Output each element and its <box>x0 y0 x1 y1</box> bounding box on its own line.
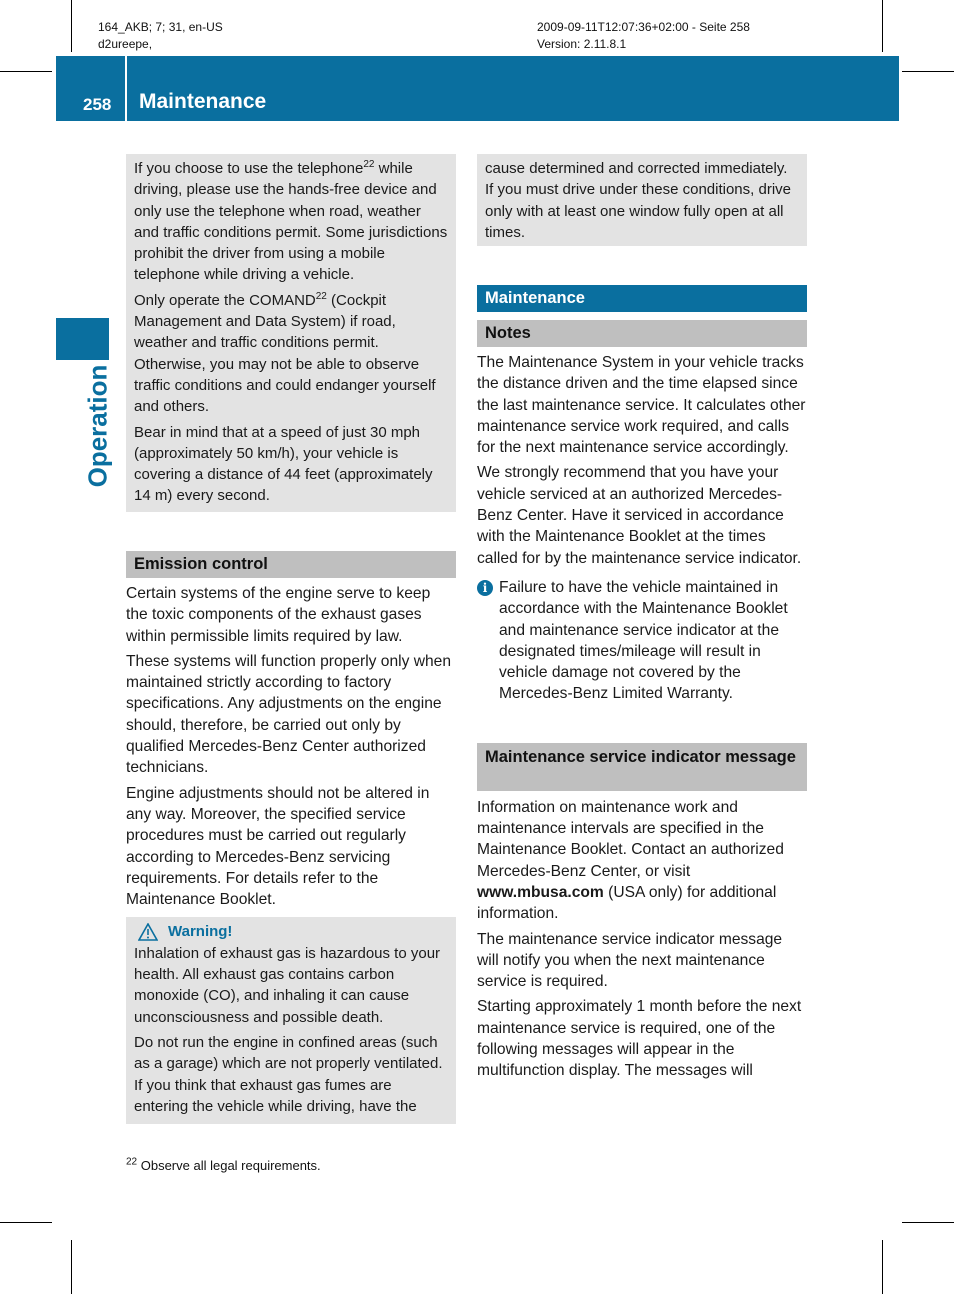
header-divider <box>125 56 127 121</box>
notice-paragraph <box>134 158 448 286</box>
right-column <box>477 154 807 1086</box>
print-meta-right <box>537 19 750 53</box>
body-paragraph <box>477 797 807 925</box>
warning-paragraph: Do not run the engine in confined areas (such as a garage) which are not properly ventilated. If you think that exhaust gas fumes are entering the vehicle while driving, have the <box>134 1033 443 1115</box>
info-note <box>477 577 807 705</box>
left-column <box>126 154 456 1124</box>
notes-body <box>477 352 807 705</box>
page-number: 258 <box>83 95 112 114</box>
warning-triangle-icon <box>138 923 158 941</box>
body-paragraph: Starting approximately 1 month before the next maintenance service is required, one of the following messages will appear in the multifunction display. The messages will <box>477 998 802 1080</box>
info-text: Failure to have the vehicle maintained in accordance with the Maintenance Booklet and maintenance service indicator at the designated times/mileage will result in vehicle damage not covered by the Mercedes-Benz Limited Warranty. <box>499 578 788 703</box>
body-paragraph: The Maintenance System in your vehicle tracks the distance driven and the time elapsed since the last maintenance service. It calculates other maintenance service work required, and calls for the next maintenance service accordingly. <box>477 354 806 457</box>
body-paragraph: These systems will function properly only when maintained strictly according to factory specifications. Any adjustments on the engine should, therefore, be carried out only by qualified Mercedes-Benz Center authorized technicians. <box>126 652 452 777</box>
warning-label: Warning! <box>168 923 233 941</box>
crop-mark <box>0 1222 52 1223</box>
section-title: Maintenance <box>139 90 267 113</box>
body-paragraph: Engine adjustments should not be altered in any way. Moreover, the specified service procedures must be carried out regularly according to Mercedes-Benz servicing requirements. For details refer to the Maintenance Booklet. <box>126 784 430 909</box>
meta-left-line2: d2ureepe, <box>98 37 153 51</box>
warning-box <box>126 917 456 1124</box>
body-paragraph: Certain systems of the engine serve to keep the toxic components of the exhaust gases within permissible limits required by law. <box>126 585 431 645</box>
warning-paragraph: Inhalation of exhaust gas is hazardous to your health. All exhaust gas contains carbon monoxide (CO), and inhaling it can cause unconsciousness and possible death. <box>134 944 441 1026</box>
notice-paragraph: Bear in mind that at a speed of just 30 mph (approximately 50 km/h), your vehicle is covering a distance of 44 feet (approximately 14 m) every second. <box>134 423 433 505</box>
body-text: (USA only) for additional information. <box>477 883 777 923</box>
meta-right-line2: Version: 2.11.8.1 <box>537 37 627 51</box>
notice-paragraph <box>134 290 448 418</box>
page-header <box>56 56 899 121</box>
crop-mark <box>882 1240 883 1294</box>
warning-continuation-box <box>477 154 807 246</box>
side-tab-marker <box>56 318 109 360</box>
footnote-number: 22 <box>126 1156 138 1168</box>
footnote-ref: 22 <box>363 159 375 170</box>
notice-text: while driving, please use the hands-free device and only use the telephone when road, weather and traffic conditions permit. Some jurisdictions prohibit the driver from using a mobile telephone while driving a vehicle. <box>134 160 448 284</box>
notice-text: (Cockpit Management and Data System) if road, weather and traffic conditions permit. Otherwise, you may not be able to observe traffic conditions and could endanger yourself and others. <box>134 291 436 416</box>
meta-left-line1: 164_AKB; 7; 31, en-US <box>98 20 223 34</box>
info-icon: i <box>477 580 493 596</box>
footnote-ref: 22 <box>315 290 327 302</box>
meta-right-line1: 2009-09-11T12:07:36+02:00 - Seite 258 <box>537 20 750 34</box>
print-meta-left <box>98 19 223 53</box>
maintenance-indicator-heading: Maintenance service indicator message <box>477 743 807 791</box>
crop-mark <box>902 71 954 72</box>
mbusa-link[interactable]: www.mbusa.com <box>477 883 604 901</box>
crop-mark <box>71 0 72 52</box>
emission-control-heading: Emission control <box>126 551 456 578</box>
maintenance-heading: Maintenance <box>477 285 807 312</box>
warning-title <box>134 921 448 942</box>
body-text: Information on maintenance work and maintenance intervals are specified in the Maintenance Booklet. Contact an authorized Mercedes-Benz Center, or visit <box>477 798 784 880</box>
maintenance-indicator-body <box>477 797 807 1082</box>
footnote-text: Observe all legal requirements. <box>137 1158 321 1173</box>
emission-body <box>126 583 456 910</box>
crop-mark <box>0 71 52 72</box>
notes-heading: Notes <box>477 320 807 347</box>
notice-text: Only operate the COMAND <box>134 291 316 309</box>
side-tab-label: Operation <box>82 364 113 488</box>
crop-mark <box>902 1222 954 1223</box>
crop-mark <box>882 0 883 52</box>
notice-text: If you choose to use the telephone <box>134 160 364 177</box>
footnote <box>126 1158 321 1173</box>
body-paragraph: We strongly recommend that you have your vehicle serviced at an authorized Mercedes-Benz Center. Have it serviced in accordance with the Maintenance Booklet at the times called for by the maintenance service indicator. <box>477 464 802 567</box>
body-paragraph: The maintenance service indicator message will notify you when the next maintenance service is required. <box>477 930 783 991</box>
warning-paragraph: cause determined and corrected immediately. If you must drive under these conditions, drive only with at least one window fully open at all times. <box>485 160 791 241</box>
telephone-notice-box <box>126 154 456 512</box>
crop-mark <box>71 1240 72 1294</box>
